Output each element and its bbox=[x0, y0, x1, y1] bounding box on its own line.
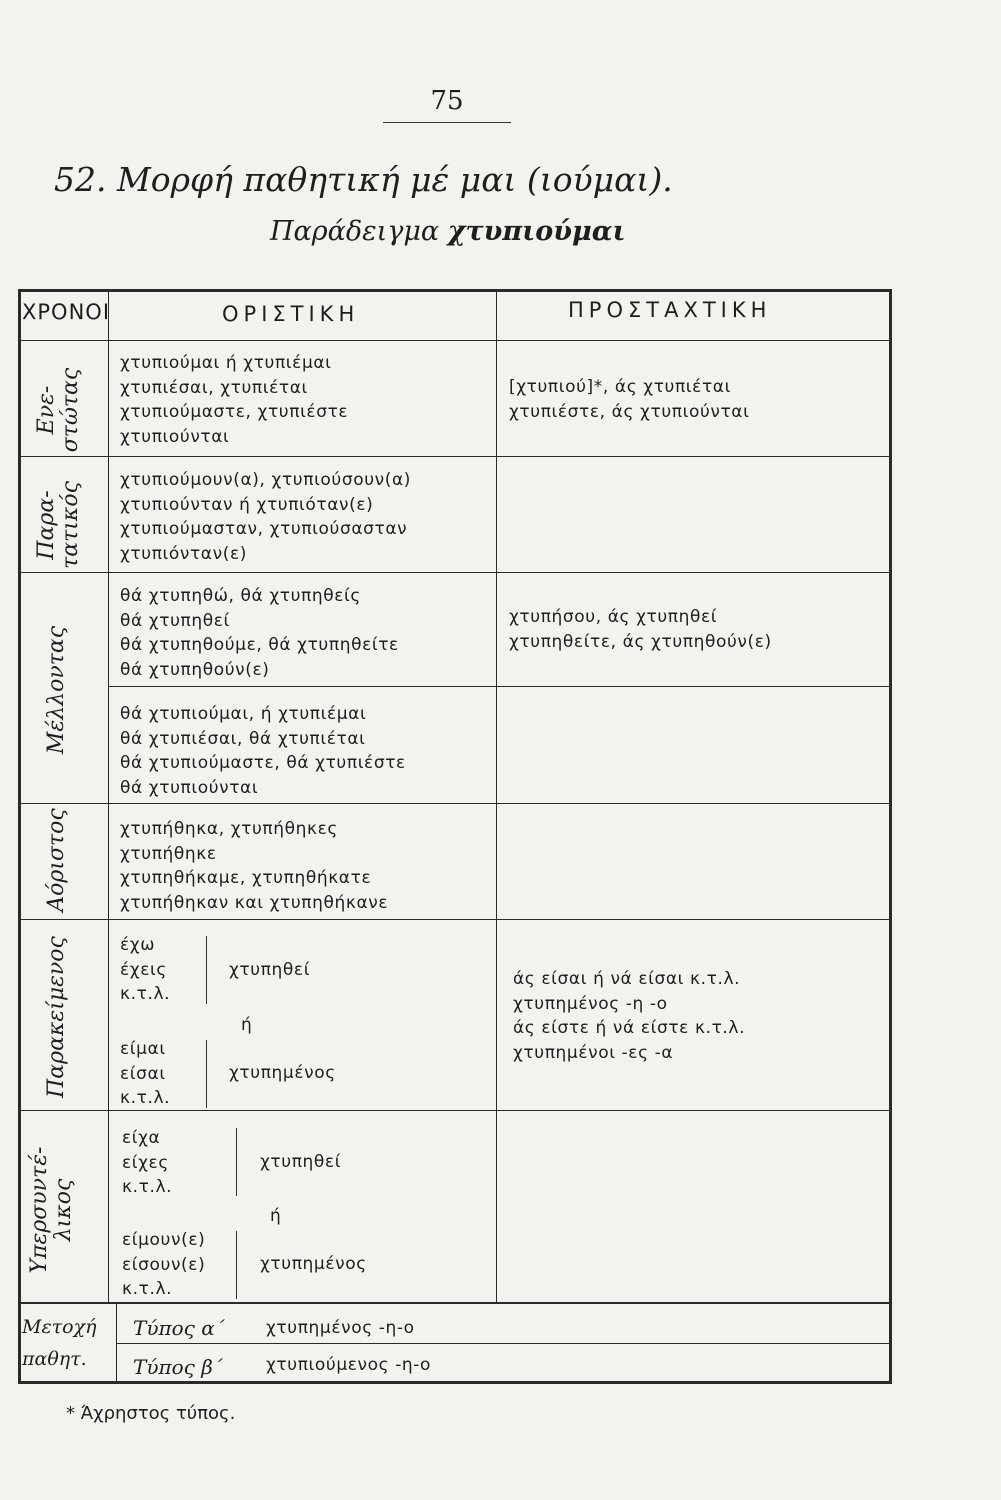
perfect-aux-a-line: κ.τ.λ. bbox=[120, 984, 171, 1005]
perfect-form-a: χτυπηθεί bbox=[229, 960, 311, 980]
present-ind-line: χτυπιούμαστε, χτυπιέστε bbox=[120, 402, 349, 423]
section-title: 52. Μορφή παθητική μέ μαι (ιούμαι). bbox=[54, 160, 673, 199]
perfect-aux-a-line: έχω bbox=[120, 935, 156, 955]
aorist-ind-line: χτυπήθηκε bbox=[120, 843, 217, 864]
future-ind-b-line: θά χτυπιούνται bbox=[120, 778, 259, 799]
perfect-aux-b-line: κ.τ.λ. bbox=[120, 1088, 171, 1109]
imperfect-ind-line: χτυπιούμουν(α), χτυπιούσουν(α) bbox=[120, 470, 412, 490]
pluperfect-aux-b-line: κ.τ.λ. bbox=[122, 1279, 173, 1300]
label-pluperfect bbox=[28, 1140, 88, 1280]
perfect-or: ή bbox=[241, 1015, 253, 1035]
pluperfect-aux-b bbox=[122, 1228, 205, 1302]
label-pluperfect-text: Υπερσυντέ- λικος bbox=[27, 1146, 76, 1274]
present-ind-line: χτυπιούνται bbox=[120, 427, 230, 448]
aorist-indicative bbox=[120, 817, 388, 916]
participle-type-b-value: χτυπιούμενος -η-ο bbox=[266, 1355, 432, 1375]
perfect-brace-a bbox=[204, 936, 207, 1004]
present-ind-line: χτυπιούμαι ή χτυπιέμαι bbox=[120, 353, 332, 373]
label-present bbox=[35, 355, 85, 465]
footnote: * Άχρηστος τύπος. bbox=[66, 1403, 236, 1424]
future-ind-a-line: θά χτυπηθεί bbox=[120, 610, 230, 631]
perfect-aux-b-line: είμαι bbox=[120, 1039, 166, 1059]
section-subtitle bbox=[270, 216, 626, 247]
participle-type-b-label: Τύπος β΄ bbox=[133, 1355, 223, 1379]
pluperfect-brace-a bbox=[234, 1128, 237, 1196]
header-indicative: ΟΡΙΣΤΙΚΗ bbox=[222, 302, 360, 326]
present-ind-line: χτυπιέσαι, χτυπιέται bbox=[120, 377, 308, 398]
future-imp-line: χτυπήσου, άς χτυπηθεί bbox=[509, 607, 718, 627]
label-present-text: Ενε- στώτας bbox=[34, 367, 83, 453]
future-ind-a-line: θά χτυπηθώ, θά χτυπηθείς bbox=[120, 586, 361, 606]
perfect-aux-b bbox=[120, 1037, 170, 1111]
pluperfect-form-a: χτυπηθεί bbox=[260, 1152, 342, 1172]
participle-type-a-value: χτυπημένος -η-ο bbox=[266, 1318, 415, 1338]
subtitle-prefix: Παράδειγμα bbox=[270, 216, 440, 247]
pluperfect-form-b: χτυπημένος bbox=[260, 1254, 367, 1274]
future-ind-b-line: θά χτυπιούμαι, ή χτυπιέμαι bbox=[120, 704, 367, 724]
future-indicative-a bbox=[120, 584, 399, 683]
future-indicative-b bbox=[120, 702, 406, 801]
present-imp-line: [χτυπιού]*, άς χτυπιέται bbox=[509, 377, 731, 397]
label-perfect: Παρακείμενος bbox=[44, 936, 69, 1098]
imperfect-ind-line: χτυπιόνταν(ε) bbox=[120, 544, 247, 565]
pluperfect-aux-a-line: είχα bbox=[122, 1128, 161, 1148]
future-ind-a-line: θά χτυπηθούν(ε) bbox=[120, 660, 270, 681]
label-aorist: Αόριστος bbox=[44, 808, 69, 912]
label-imperfect-text: Παρα- τατικός bbox=[34, 481, 83, 569]
perfect-imperative bbox=[513, 967, 745, 1066]
present-imp-line: χτυπιέστε, άς χτυπιούνται bbox=[509, 401, 750, 422]
participle-label-1: Μετοχή bbox=[22, 1316, 97, 1338]
future-ind-b-line: θά χτυπιούμαστε, θά χτυπιέστε bbox=[120, 753, 406, 774]
aorist-ind-line: χτυπηθήκαμε, χτυπηθήκατε bbox=[120, 868, 372, 889]
perfect-imp-line: άς είστε ή νά είστε κ.τ.λ. bbox=[513, 1018, 746, 1039]
aorist-ind-line: χτυπήθηκαν και χτυπηθήκανε bbox=[120, 893, 389, 914]
perfect-brace-b bbox=[204, 1040, 207, 1108]
pluperfect-aux-b-line: είσουν(ε) bbox=[122, 1254, 206, 1275]
perfect-aux-a-line: έχεις bbox=[120, 959, 167, 980]
present-indicative bbox=[120, 351, 348, 450]
header-tenses: ΧΡΟΝΟΙ bbox=[22, 300, 111, 324]
pluperfect-aux-a-line: κ.τ.λ. bbox=[122, 1177, 173, 1198]
imperfect-ind-line: χτυπιούμασταν, χτυπιούσασταν bbox=[120, 519, 408, 540]
label-imperfect bbox=[35, 470, 85, 580]
pluperfect-aux-a-line: είχες bbox=[122, 1152, 169, 1173]
present-imperative bbox=[509, 375, 749, 424]
perfect-aux-b-line: είσαι bbox=[120, 1063, 166, 1084]
pluperfect-aux-b-line: είμουν(ε) bbox=[122, 1230, 206, 1250]
perfect-imp-line: χτυπημένοι -ες -α bbox=[513, 1043, 674, 1064]
page-number-rule bbox=[383, 122, 511, 123]
perfect-imp-line: χτυπημένος -η -ο bbox=[513, 993, 668, 1014]
perfect-form-b: χτυπημένος bbox=[229, 1063, 336, 1083]
pluperfect-or: ή bbox=[270, 1206, 282, 1226]
imperfect-ind-line: χτυπιούνταν ή χτυπιόταν(ε) bbox=[120, 494, 374, 515]
pluperfect-brace-b bbox=[234, 1231, 237, 1299]
future-imp-line: χτυπηθείτε, άς χτυπηθούν(ε) bbox=[509, 631, 772, 652]
future-ind-a-line: θά χτυπηθούμε, θά χτυπηθείτε bbox=[120, 635, 399, 656]
header-imperative: ΠΡΟΣΤΑΧΤΙΚΗ bbox=[568, 298, 772, 322]
subtitle-verb: χτυπιούμαι bbox=[447, 216, 626, 247]
label-future: Μέλλοντας bbox=[44, 625, 69, 755]
pluperfect-aux-a bbox=[122, 1126, 172, 1200]
page-number: 75 bbox=[430, 86, 464, 116]
imperfect-indicative bbox=[120, 468, 411, 567]
participle-type-a-label: Τύπος α΄ bbox=[133, 1316, 225, 1340]
aorist-ind-line: χτυπήθηκα, χτυπήθηκες bbox=[120, 819, 338, 839]
future-imperative bbox=[509, 605, 772, 654]
perfect-imp-line: άς είσαι ή νά είσαι κ.τ.λ. bbox=[513, 969, 741, 989]
participle-label-2: παθητ. bbox=[22, 1348, 87, 1370]
future-ind-b-line: θά χτυπιέσαι, θά χτυπιέται bbox=[120, 728, 366, 749]
perfect-aux-a bbox=[120, 933, 170, 1007]
